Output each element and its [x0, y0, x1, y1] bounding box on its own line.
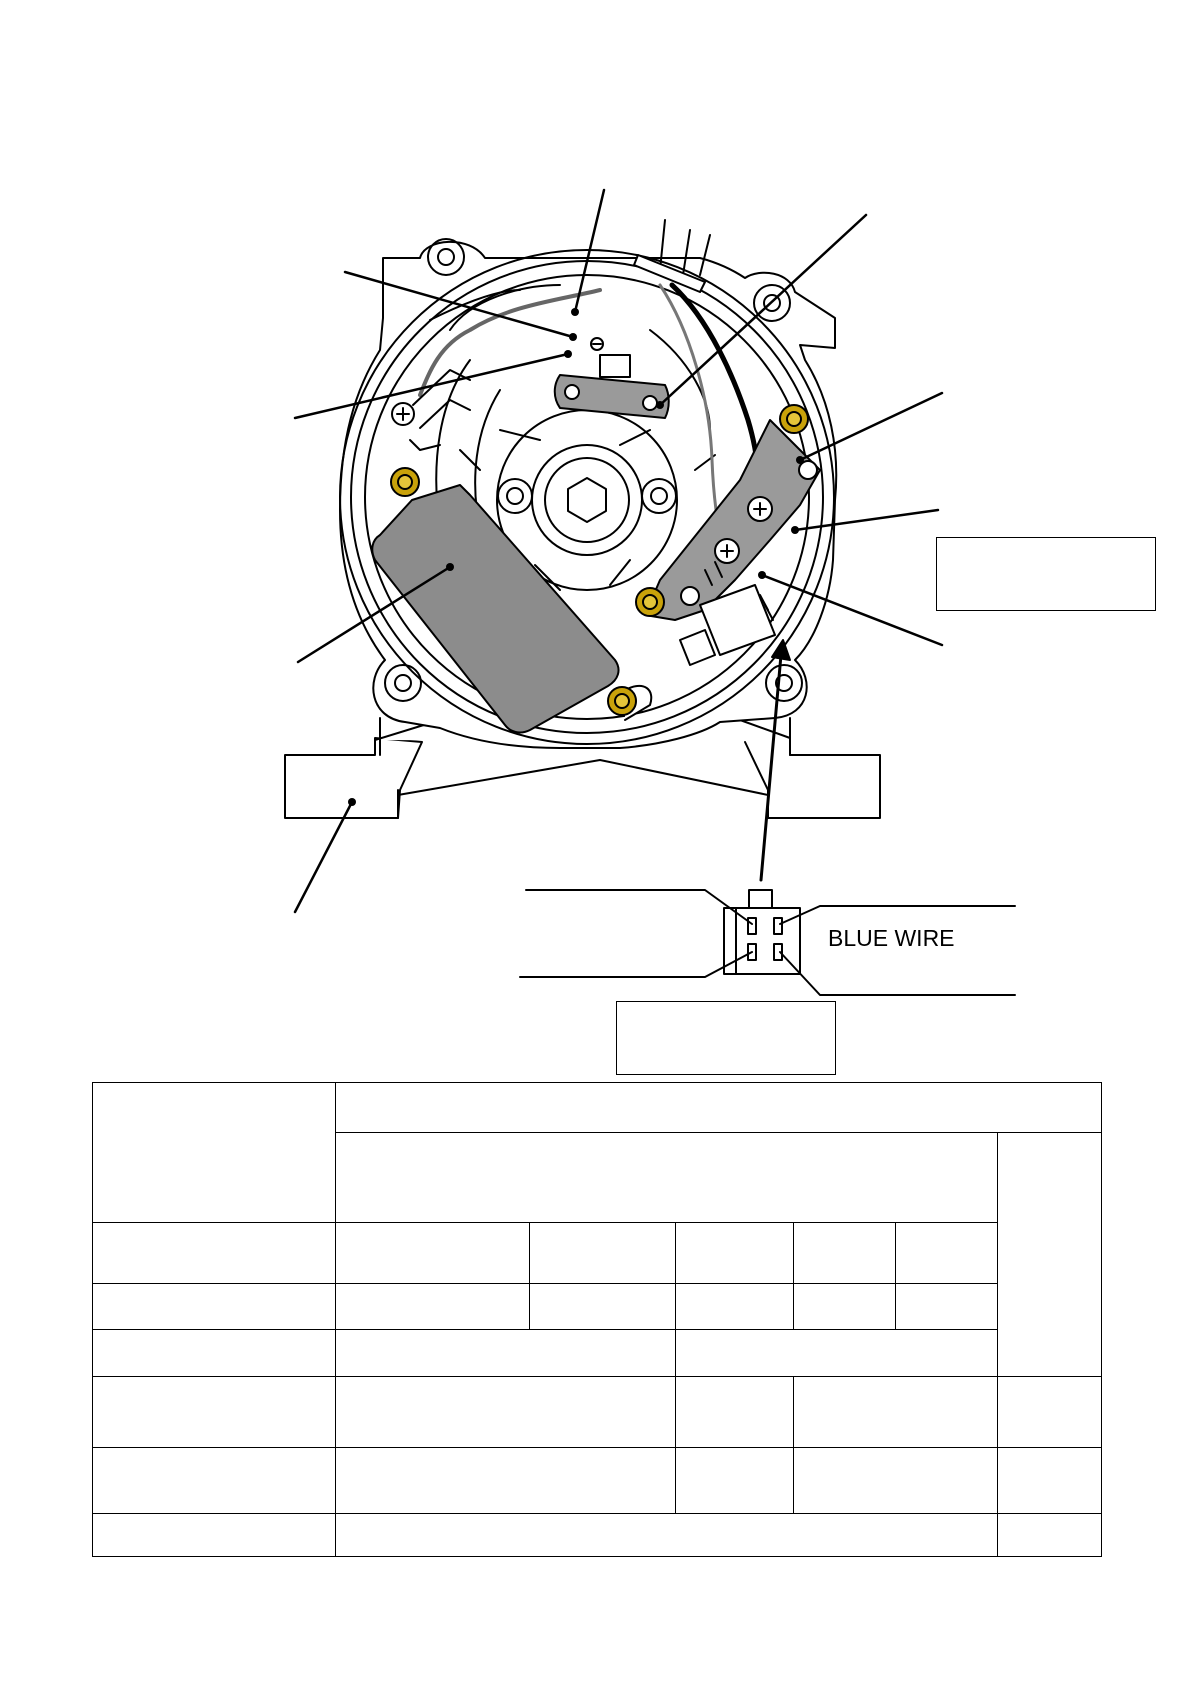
- table-cell: [794, 1223, 896, 1284]
- table-cell: [336, 1284, 530, 1330]
- table-cell: [998, 1514, 1102, 1557]
- table-cell: [336, 1083, 1102, 1133]
- table-cell: [676, 1223, 794, 1284]
- table-cell: [93, 1083, 336, 1223]
- table-cell: [676, 1377, 794, 1448]
- label-box-right: [936, 537, 1156, 611]
- label-box-connector: [616, 1001, 836, 1075]
- spec-table: [92, 1082, 1102, 1557]
- table-cell: [676, 1330, 998, 1377]
- table-cell: [336, 1223, 530, 1284]
- table-cell: [896, 1284, 998, 1330]
- table-cell: [336, 1133, 998, 1223]
- table-cell: [336, 1514, 998, 1557]
- table-cell: [530, 1223, 676, 1284]
- table-cell: [676, 1448, 794, 1514]
- table-cell: [794, 1377, 998, 1448]
- table-cell: [93, 1284, 336, 1330]
- table-cell: [794, 1448, 998, 1514]
- table-cell: [93, 1223, 336, 1284]
- blue-wire-label: BLUE WIRE: [828, 925, 955, 951]
- table-cell: [93, 1377, 336, 1448]
- table-cell: [998, 1133, 1102, 1377]
- table-cell: [93, 1448, 336, 1514]
- table-cell: [794, 1284, 896, 1330]
- table-cell: [676, 1284, 794, 1330]
- table-cell: [998, 1448, 1102, 1514]
- table-cell: [896, 1223, 998, 1284]
- table-cell: [998, 1377, 1102, 1448]
- table-cell: [93, 1330, 336, 1377]
- table-cell: [336, 1377, 676, 1448]
- table-cell: [93, 1514, 336, 1557]
- table-cell: [336, 1330, 676, 1377]
- table-cell: [530, 1284, 676, 1330]
- table-cell: [336, 1448, 676, 1514]
